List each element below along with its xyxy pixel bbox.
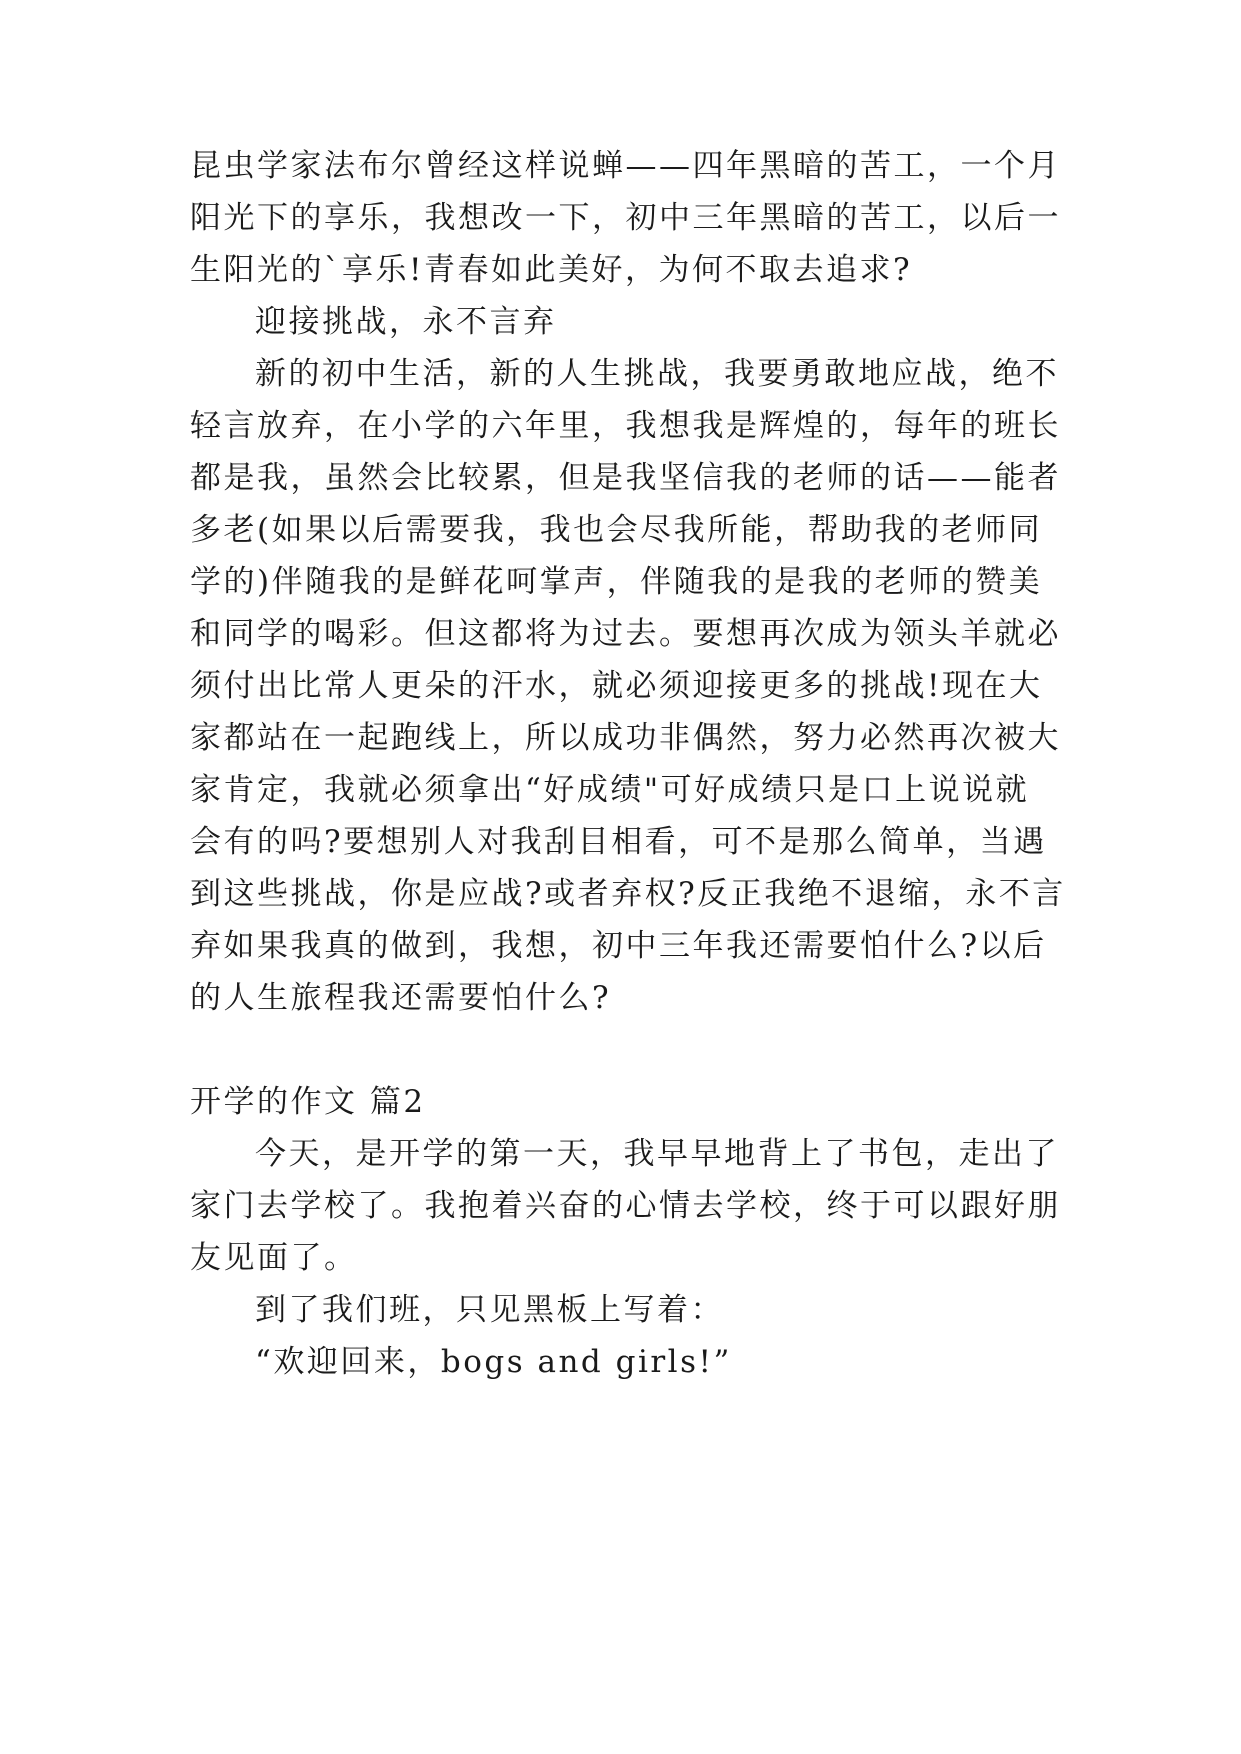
paragraph-line: 须付出比常人更朵的汗水，就必须迎接更多的挑战!现在大	[190, 668, 1043, 704]
paragraph-line: 昆虫学家法布尔曾经这样说蝉——四年黑暗的苦工，一个月	[190, 148, 1061, 184]
paragraph-line: 都是我，虽然会比较累，但是我坚信我的老师的话——能者	[190, 460, 1061, 496]
paragraph-line: 家门去学校了。我抱着兴奋的心情去学校，终于可以跟好朋	[190, 1188, 1061, 1224]
paragraph-line: 到了我们班，只见黑板上写着：	[255, 1292, 724, 1328]
paragraph-line: 生阳光的`享乐!青春如此美好，为何不取去追求?	[190, 252, 913, 288]
paragraph-line: 会有的吗?要想别人对我刮目相看，可不是那么简单，当遇	[190, 824, 1047, 860]
paragraph-line: 今天，是开学的第一天，我早早地背上了书包，走出了	[255, 1136, 1059, 1172]
paragraph-line: 的人生旅程我还需要怕什么?	[190, 980, 612, 1016]
paragraph-line: 学的)伴随我的是鲜花呵掌声，伴随我的是我的老师的赞美	[190, 564, 1043, 600]
paragraph-line: 弃如果我真的做到，我想，初中三年我还需要怕什么?以后	[190, 928, 1047, 964]
paragraph-line: 阳光下的享乐，我想改一下，初中三年黑暗的苦工，以后一	[190, 200, 1061, 236]
paragraph-line: 新的初中生活，新的人生挑战，我要勇敢地应战，绝不	[255, 356, 1059, 392]
paragraph-line: 家都站在一起跑线上，所以成功非偶然，努力必然再次被大	[190, 720, 1061, 756]
paragraph-line: 多老(如果以后需要我，我也会尽我所能，帮助我的老师同	[190, 512, 1043, 548]
paragraph-line: 到这些挑战，你是应战?或者弃权?反正我绝不退缩，永不言	[190, 876, 1066, 912]
paragraph-line: 家肯定，我就必须拿出“好成绩"可好成绩只是口上说说就	[190, 772, 1030, 808]
section-title: 开学的作文 篇2	[190, 1084, 426, 1120]
subheading-line: 迎接挑战，永不言弃	[255, 304, 557, 340]
quote-line: “欢迎回来，bogs and girls!”	[255, 1344, 732, 1380]
paragraph-line: 轻言放弃，在小学的六年里，我想我是辉煌的，每年的班长	[190, 408, 1061, 444]
paragraph-line: 友见面了。	[190, 1240, 358, 1276]
paragraph-line: 和同学的喝彩。但这都将为过去。要想再次成为领头羊就必	[190, 616, 1061, 652]
